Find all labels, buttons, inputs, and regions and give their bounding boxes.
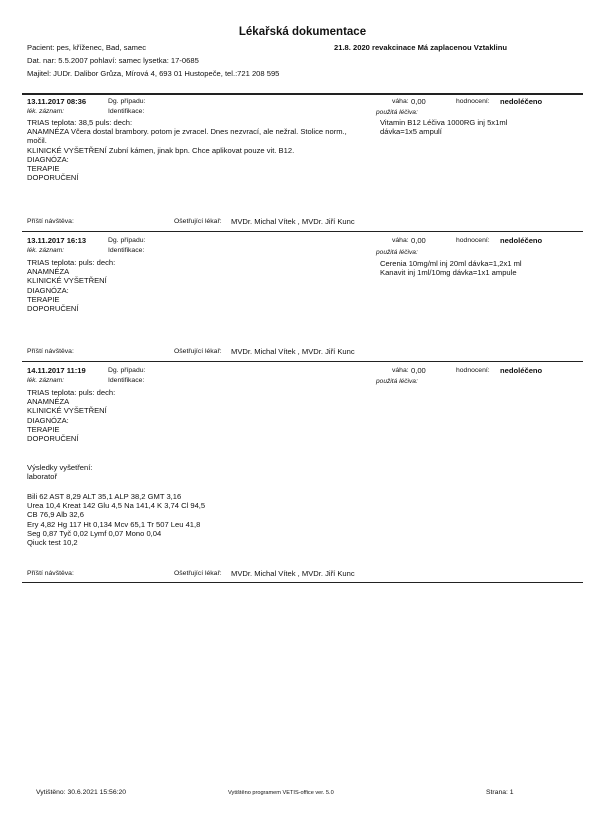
next-visit-label: Příští návštěva:	[27, 218, 74, 225]
lab-line: Bili 62 AST 8,29 ALT 35,1 ALP 38,2 GMT 3,16	[27, 492, 182, 501]
page-number: Strana: 1	[486, 789, 514, 796]
record-date: 13.11.2017 08:36	[27, 97, 87, 106]
results-title: Výsledky vyšetření:	[27, 463, 93, 472]
rating-value: nedoléčeno	[500, 236, 543, 245]
weight-label: váha:	[392, 237, 409, 244]
recommendation-line: DOPORUČENÍ	[27, 304, 79, 314]
lab-results	[27, 492, 205, 547]
diagnosis-line: DIAGNÓZA:	[27, 415, 69, 425]
drug-item: dávka=1x5 ampulí	[380, 127, 442, 137]
exam-line: KLINICKÉ VYŠETŘENÍ	[27, 276, 107, 286]
results-subtitle: laboratoř	[27, 472, 57, 482]
doctor-name: MVDr. Michal Vítek , MVDr. Jiří Kunc	[231, 217, 355, 226]
drugs-label: použitá léčiva:	[376, 249, 418, 256]
record-body	[27, 388, 367, 443]
drugs-list	[380, 259, 522, 277]
weight-label: váha:	[392, 367, 409, 374]
case-label: Dg. případu:	[108, 98, 146, 105]
ident-label: Identifikace:	[108, 247, 145, 254]
recommendation-line: DOPORUČENÍ	[27, 173, 79, 183]
weight-value: 0,00	[411, 97, 426, 106]
doctor-name: MVDr. Michal Vítek , MVDr. Jiří Kunc	[231, 347, 355, 356]
diagnosis-line: DIAGNÓZA:	[27, 154, 69, 164]
lab-line: Qiuck test 10,2	[27, 538, 78, 548]
record-divider	[22, 231, 583, 232]
recommendation-line: DOPORUČENÍ	[27, 434, 79, 444]
printed-timestamp: Vytištěno: 30.6.2021 15:56:20	[36, 789, 127, 796]
record-body	[27, 258, 367, 313]
weight-value: 0,00	[411, 236, 426, 245]
trias-line: TRIAS teplota: 38,5 puls: dech:	[27, 118, 133, 127]
lab-line: Urea 10,4 Kreat 142 Glu 4,5 Na 141,4 K 3,74 Cl 94,5	[27, 501, 206, 511]
therapy-line: TERAPIE	[27, 294, 60, 304]
record-date: 13.11.2017 16:13	[27, 236, 87, 245]
weight-value: 0,00	[411, 366, 426, 375]
exam-line: KLINICKÉ VYŠETŘENÍ Zubní kámen, jinak bpn. Chce aplikovat pouze vit. B12.	[27, 145, 295, 155]
doctor-label: Ošetřující lékař:	[174, 570, 222, 577]
anamneza-line: ANAMNÉZA	[27, 397, 70, 407]
record-body	[27, 118, 367, 182]
record-divider	[22, 361, 583, 362]
diagnosis-line: DIAGNÓZA:	[27, 285, 69, 295]
record-label: lék. záznam:	[27, 108, 65, 115]
birth-line: Dat. nar: 5.5.2007 pohlaví: samec lysetka: 17-0685	[27, 56, 199, 65]
doctor-label: Ošetřující lékař:	[174, 348, 222, 355]
document-title: Lékařská dokumentace	[238, 26, 367, 38]
owner-line: Majitel: JUDr. Dalibor Grůza, Mírová 4, 693 01 Hustopeče, tel.:721 208 595	[27, 69, 280, 78]
record-date: 14.11.2017 11:19	[27, 366, 86, 375]
anamneza-line: ANAMNÉZA Včera dostal brambory. potom je zvracel. Dnes nezvrací, ale nežral. Stolice norm., močil.	[27, 127, 347, 146]
trias-line: TRIAS teplota: puls: dech:	[27, 388, 116, 397]
anamneza-line: ANAMNÉZA	[27, 267, 70, 277]
ident-label: Identifikace:	[108, 108, 145, 115]
record-label: lék. záznam:	[27, 247, 65, 254]
drugs-label: použitá léčiva:	[376, 378, 418, 385]
program-note: Vytištěno programem VETIS-office ver. 5.0	[228, 790, 334, 796]
doctor-label: Ošetřující lékař:	[174, 218, 222, 225]
lab-line: Seg 0,87 Tyč 0,02 Lymf 0,07 Mono 0,04	[27, 528, 162, 538]
record-label: lék. záznam:	[27, 377, 65, 384]
doctor-name: MVDr. Michal Vítek , MVDr. Jiří Kunc	[231, 569, 355, 578]
exam-line: KLINICKÉ VYŠETŘENÍ	[27, 406, 107, 416]
patient-line: Pacient: pes, kříženec, Bad, samec	[27, 43, 147, 52]
header-note: 21.8. 2020 revakcinace Má zaplacenou Vztaklinu	[334, 43, 508, 52]
header-divider	[22, 93, 583, 95]
rating-label: hodnocení:	[456, 367, 490, 374]
lab-line: Ery 4,82 Hg 117 Ht 0,134 Mcv 65,1 Tr 507 Leu 41,8	[27, 519, 201, 529]
drug-item: Vitamin B12 Léčiva 1000RG inj 5x1ml	[380, 118, 508, 127]
rating-label: hodnocení:	[456, 98, 490, 105]
drugs-list	[380, 118, 507, 136]
next-visit-label: Příští návštěva:	[27, 348, 74, 355]
rating-label: hodnocení:	[456, 237, 490, 244]
drug-item: Kanavit inj 1ml/10mg dávka=1x1 ampule	[380, 268, 517, 278]
lab-line: CB 76,9 Alb 32,6	[27, 510, 84, 520]
drugs-label: použitá léčiva:	[376, 109, 418, 116]
results-block	[27, 463, 92, 481]
therapy-line: TERAPIE	[27, 424, 60, 434]
rating-value: nedoléčeno	[500, 97, 543, 106]
case-label: Dg. případu:	[108, 367, 146, 374]
weight-label: váha:	[392, 98, 409, 105]
case-label: Dg. případu:	[108, 237, 146, 244]
drug-item: Cerenia 10mg/ml inj 20ml dávka=1,2x1 ml	[380, 259, 522, 268]
therapy-line: TERAPIE	[27, 164, 60, 174]
trias-line: TRIAS teplota: puls: dech:	[27, 258, 116, 267]
rating-value: nedoléčeno	[500, 366, 543, 375]
ident-label: Identifikace:	[108, 377, 145, 384]
record-divider	[22, 582, 583, 583]
next-visit-label: Příští návštěva:	[27, 570, 74, 577]
